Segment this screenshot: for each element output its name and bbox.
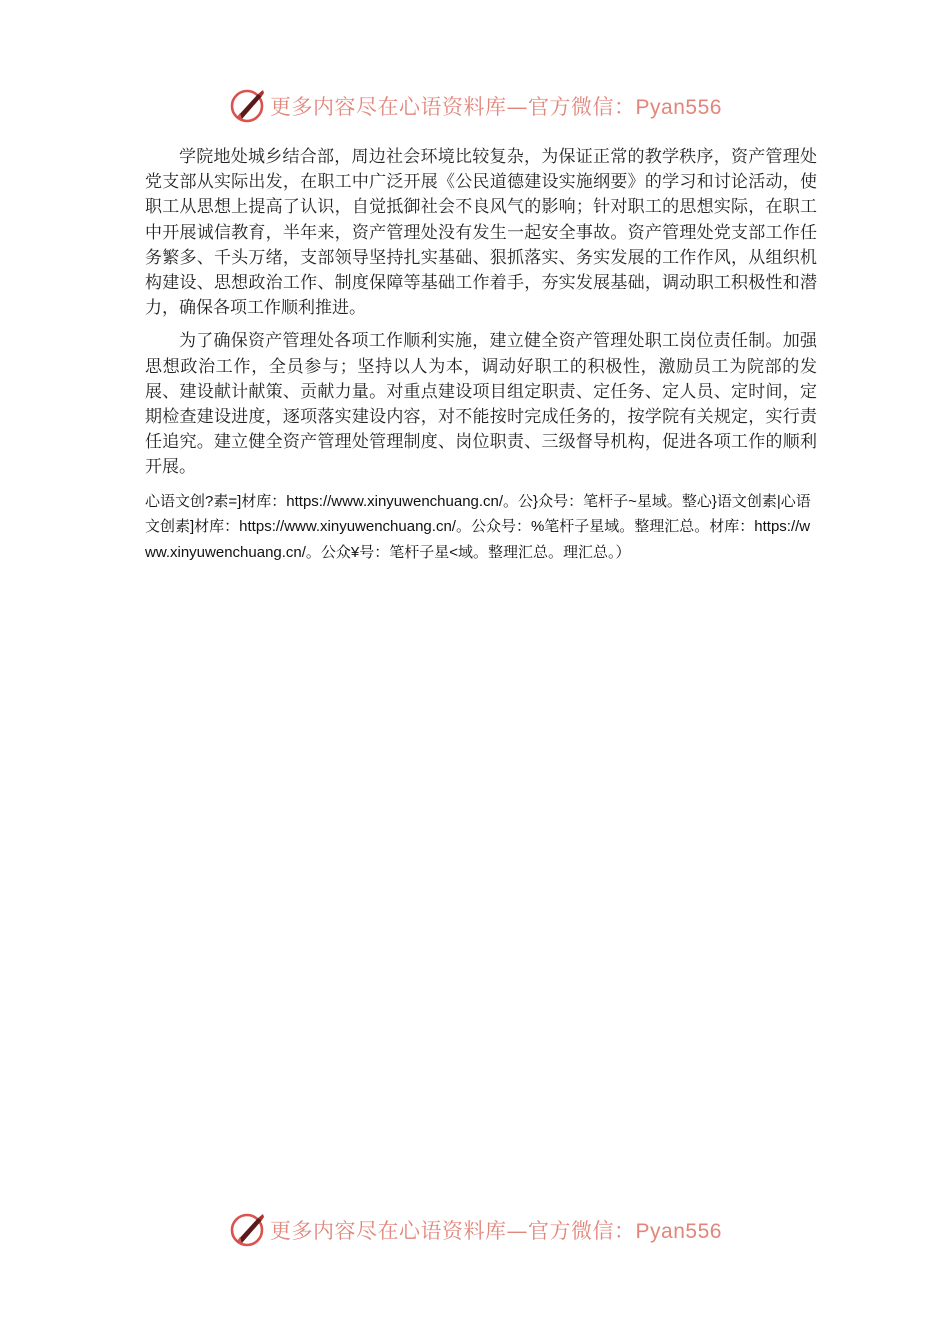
header-banner-label: 更多内容尽在心语资料库—官方微信： [270,95,636,119]
document-body [145,145,817,565]
footer-banner [0,1208,950,1252]
header-banner [0,84,950,128]
footer-banner-label: 更多内容尽在心语资料库—官方微信： [270,1219,636,1243]
body-paragraph: 学院地处城乡结合部，周边社会环境比较复杂，为保证正常的教学秩序，资产管理处党支部从实际出发，在职工中广泛开展《公民道德建设实施纲要》的学习和讨论活动，使职工从思想上提高了认识，自觉抵御社会不良风气的影响；针对职工的思想实际，在职工中开展诚信教育，半年来，资产管理处没有发生一起安全事故。资产管理处党支部工作任务繁多、千头万绪，支部领导坚持扎实基础、狠抓落实、务实发展的工作作风，从组织机构建设、思想政治工作、制度保障等基础工作着手，夯实发展基础，调动职工积极性和潜力，确保各项工作顺利推进。 [145,147,817,319]
footer-banner-handle: Pyan556 [635,1220,722,1243]
pen-logo-icon [228,1210,268,1250]
header-banner-handle: Pyan556 [635,96,722,119]
body-paragraph: 为了确保资产管理处各项工作顺利实施，建立健全资产管理处职工岗位责任制。加强思想政治工作，全员参与；坚持以人为本，调动好职工的积极性，激励员工为院部的发展、建设献计献策、贡献力量。对重点建设项目组定职责、定任务、定人员、定时间，定期检查建设进度，逐项落实建设内容，对不能按时完成任务的，按学院有关规定，实行责任追究。建立健全资产管理处管理制度、岗位职责、三级督导机构，促进各项工作的顺利开展。 [145,331,817,478]
source-note: 心语文创?素=]材库：https://www.xinyuwenchuang.cn/。公}众号：笔杆子~星域。整心}语文创素|心语文创素]材库：https://www.xinyuwenchuang.cn/。公众号：%笔杆子星域。整理汇总。材库：https://www.xinyuwenchuang.cn/。公众¥号：笔杆子星<域。整理汇总。理汇总。） [145,492,811,561]
header-banner-text [270,91,722,121]
pen-logo-icon [228,86,268,126]
footer-banner-text [270,1215,722,1245]
